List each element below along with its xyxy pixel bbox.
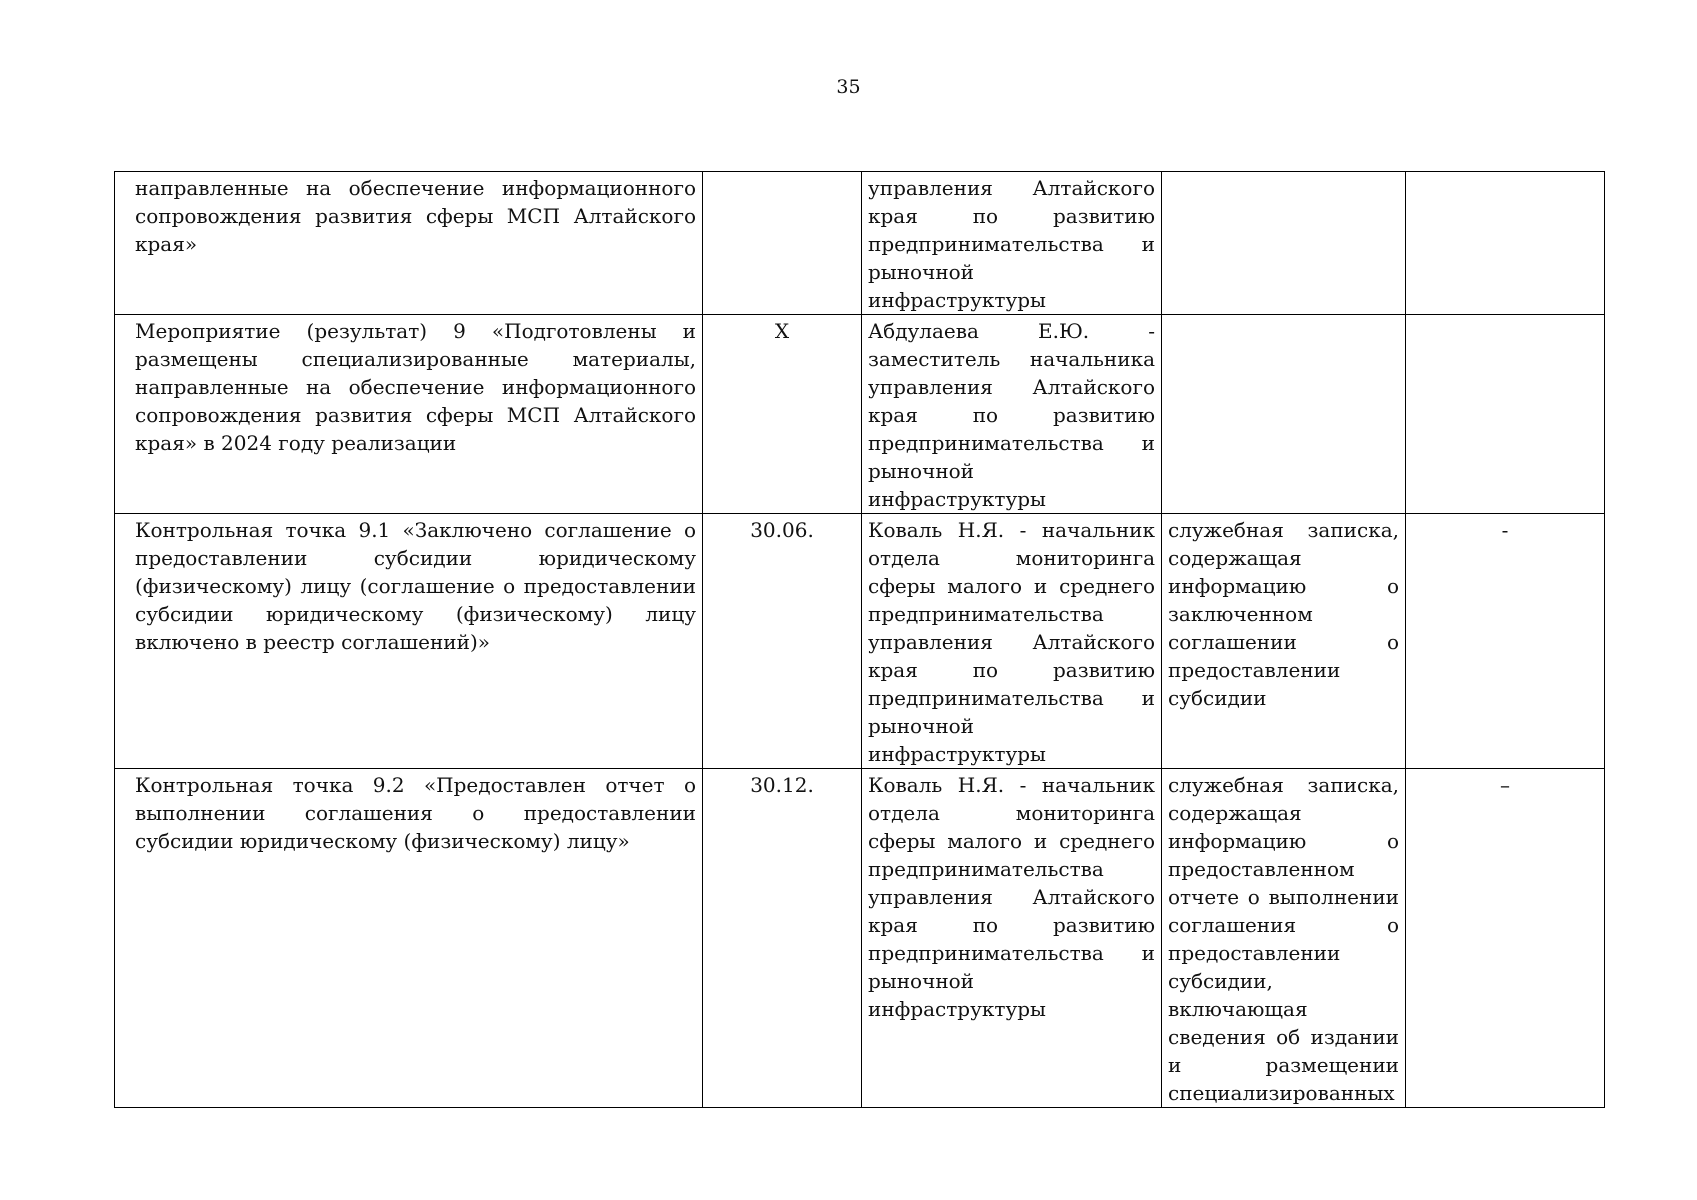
event-cell: Контрольная точка 9.2 «Предоставлен отчет о выполнении соглашения о предоставлении субсидии юридическому (физическому) лицу» [115, 769, 703, 1108]
date-cell [703, 172, 862, 315]
document-cell [1162, 172, 1406, 315]
event-cell: направленные на обеспечение информационного сопровождения развития сферы МСП Алтайского края» [115, 172, 703, 315]
responsible-cell: Коваль Н.Я. - начальник отдела мониторинга сферы малого и среднего предпринимательства управления Алтайского края по развитию предпринимательства и рыночной инфраструктуры [862, 514, 1162, 769]
table-row [115, 514, 1605, 769]
table-row [115, 172, 1605, 315]
note-cell: - [1406, 514, 1605, 769]
plan-table [114, 171, 1605, 1108]
event-cell: Контрольная точка 9.1 «Заключено соглашение о предоставлении субсидии юридическому (физическому) лицу (соглашение о предоставлении субсидии юридическому (физическому) лицу включено в реестр соглашений)» [115, 514, 703, 769]
date-cell: 30.12. [703, 769, 862, 1108]
responsible-cell: управления Алтайского края по развитию предпринимательства и рыночной инфраструктуры [862, 172, 1162, 315]
table-row [115, 769, 1605, 1108]
document-cell: служебная записка, содержащая информацию о заключенном соглашении о предоставлении субсидии [1162, 514, 1406, 769]
event-cell: Мероприятие (результат) 9 «Подготовлены и размещены специализированные материалы, направленные на обеспечение информационного сопровождения развития сферы МСП Алтайского края» в 2024 году реализации [115, 315, 703, 514]
responsible-cell: Коваль Н.Я. - начальник отдела мониторинга сферы малого и среднего предпринимательства управления Алтайского края по развитию предпринимательства и рыночной инфраструктуры [862, 769, 1162, 1108]
document-cell: служебная записка, содержащая информацию о предоставленном отчете о выполнении соглашения о предоставлении субсидии, включающая сведения об издании и размещении специализированных [1162, 769, 1406, 1108]
note-cell [1406, 172, 1605, 315]
page-number: 35 [836, 76, 861, 98]
note-cell: – [1406, 769, 1605, 1108]
date-cell: X [703, 315, 862, 514]
date-cell: 30.06. [703, 514, 862, 769]
responsible-cell: Абдулаева Е.Ю. - заместитель начальника управления Алтайского края по развитию предпринимательства и рыночной инфраструктуры [862, 315, 1162, 514]
note-cell [1406, 315, 1605, 514]
table-row [115, 315, 1605, 514]
document-cell [1162, 315, 1406, 514]
